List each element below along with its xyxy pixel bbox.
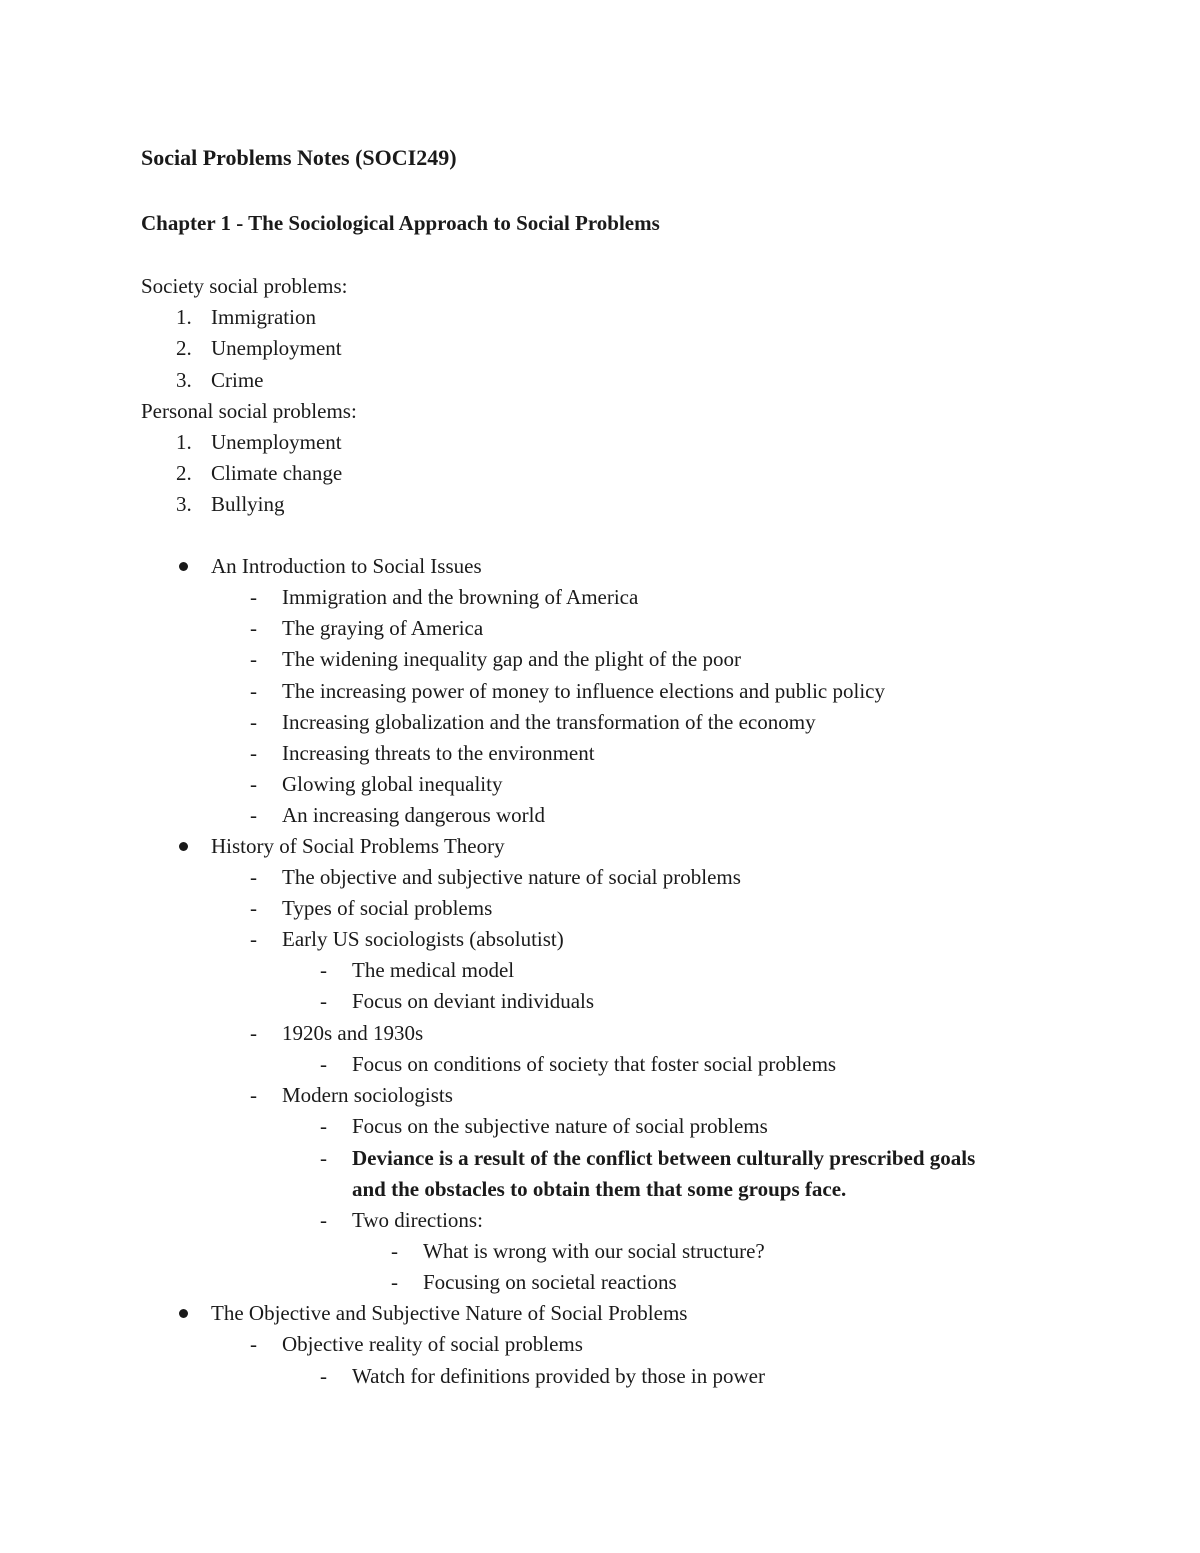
list-item: An increasing dangerous world <box>282 803 546 827</box>
dash-marker: - <box>391 1270 398 1294</box>
list-item: The objective and subjective nature of social problems <box>282 865 741 889</box>
list-item: Immigration and the browning of America <box>282 585 639 609</box>
bold-statement-line2: and the obstacles to obtain them that some groups face. <box>352 1177 847 1201</box>
dash-marker: - <box>320 1364 327 1388</box>
bullet-icon <box>179 1309 188 1318</box>
list-item: The widening inequality gap and the plight of the poor <box>282 647 741 671</box>
document-title: Social Problems Notes (SOCI249) <box>141 145 457 170</box>
list-item: Modern sociologists <box>282 1083 453 1107</box>
list-item: What is wrong with our social structure? <box>423 1239 765 1263</box>
list-number: 2. <box>176 336 192 360</box>
dash-marker: - <box>250 679 257 703</box>
dash-marker: - <box>250 1021 257 1045</box>
section-heading: An Introduction to Social Issues <box>211 554 482 578</box>
list-number: 2. <box>176 461 192 485</box>
bullet-icon <box>179 562 188 571</box>
list-item: Unemployment <box>211 336 342 360</box>
dash-marker: - <box>250 865 257 889</box>
section-heading: The Objective and Subjective Nature of Social Problems <box>211 1301 688 1325</box>
dash-marker: - <box>250 927 257 951</box>
dash-marker: - <box>320 1052 327 1076</box>
dash-marker: - <box>250 1083 257 1107</box>
list-item: Immigration <box>211 305 316 329</box>
dash-marker: - <box>250 616 257 640</box>
section-heading: History of Social Problems Theory <box>211 834 505 858</box>
list-item: The graying of America <box>282 616 484 640</box>
society-heading: Society social problems: <box>141 274 348 298</box>
list-item: Increasing globalization and the transformation of the economy <box>282 710 816 734</box>
personal-heading: Personal social problems: <box>141 399 357 423</box>
dash-marker: - <box>320 958 327 982</box>
dash-marker: - <box>250 710 257 734</box>
dash-marker: - <box>250 741 257 765</box>
list-item: The medical model <box>352 958 515 982</box>
list-number: 1. <box>176 430 192 454</box>
list-item: Climate change <box>211 461 343 485</box>
list-item: Unemployment <box>211 430 342 454</box>
list-item: Increasing threats to the environment <box>282 741 595 765</box>
list-item: Early US sociologists (absolutist) <box>282 927 564 951</box>
dash-marker: - <box>320 1208 327 1232</box>
list-item: Types of social problems <box>282 896 493 920</box>
list-item: Focus on the subjective nature of social problems <box>352 1114 768 1138</box>
list-item: Objective reality of social problems <box>282 1332 583 1356</box>
dash-marker: - <box>250 772 257 796</box>
list-item: The increasing power of money to influence elections and public policy <box>282 679 885 703</box>
dash-marker: - <box>320 989 327 1013</box>
list-item: Focus on deviant individuals <box>352 989 595 1013</box>
dash-marker: - <box>250 647 257 671</box>
list-item: Two directions: <box>352 1208 483 1232</box>
list-number: 3. <box>176 492 192 516</box>
dash-marker: - <box>250 803 257 827</box>
dash-marker: - <box>250 585 257 609</box>
list-item: 1920s and 1930s <box>282 1021 424 1045</box>
list-item: Focusing on societal reactions <box>423 1270 677 1294</box>
bold-statement-line1: Deviance is a result of the conflict between culturally prescribed goals <box>352 1146 976 1170</box>
list-item: Focus on conditions of society that foster social problems <box>352 1052 837 1076</box>
list-item: Watch for definitions provided by those in power <box>352 1364 765 1388</box>
dash-marker: - <box>391 1239 398 1263</box>
list-item: Glowing global inequality <box>282 772 503 796</box>
dash-marker: - <box>250 896 257 920</box>
list-number: 1. <box>176 305 192 329</box>
bullet-icon <box>179 842 188 851</box>
dash-marker: - <box>320 1146 327 1170</box>
chapter-heading: Chapter 1 - The Sociological Approach to Social Problems <box>141 211 660 235</box>
list-item: Crime <box>211 368 264 392</box>
list-number: 3. <box>176 368 192 392</box>
list-item: Bullying <box>211 492 285 516</box>
dash-marker: - <box>320 1114 327 1138</box>
dash-marker: - <box>250 1332 257 1356</box>
